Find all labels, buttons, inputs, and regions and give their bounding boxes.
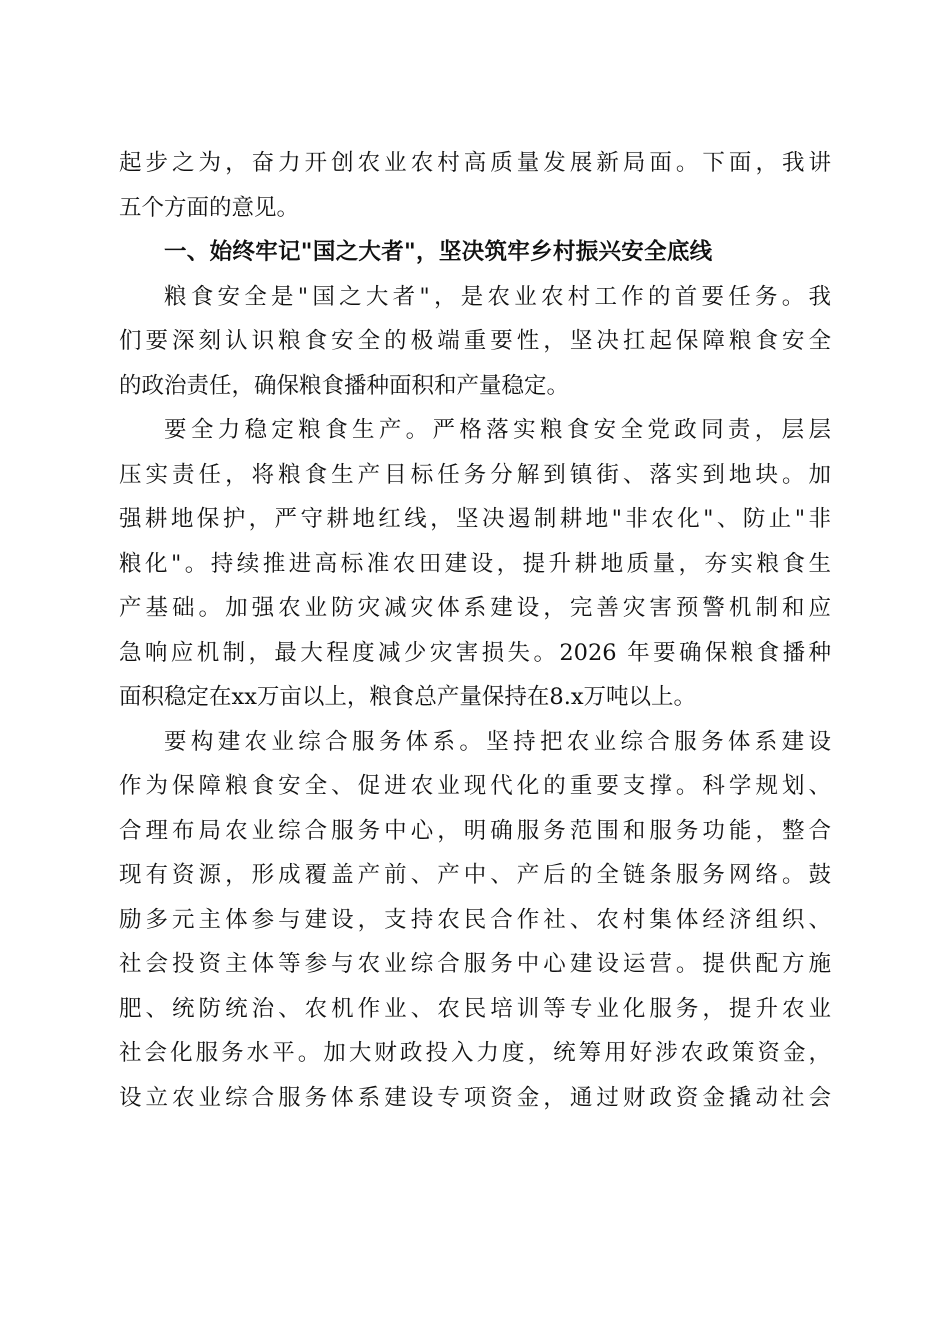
text-line: 强耕地保护，严守耕地红线，坚决遏制耕地"非农化"、防止"非 xyxy=(119,506,831,532)
paragraph-grain-production xyxy=(119,408,831,720)
text-line: 社会投资主体等参与农业综合服务中心建设运营。提供配方施 xyxy=(119,951,831,977)
paragraph-food-security xyxy=(119,275,831,409)
text-line: 社会化服务水平。加大财政投入力度，统筹用好涉农政策资金， xyxy=(119,1040,831,1066)
text-line: 合理布局农业综合服务中心，明确服务范围和服务功能，整合 xyxy=(119,817,831,844)
text-line: 急响应机制，最大程度减少灾害损失。2026 年要确保粮食播种 xyxy=(119,639,831,666)
text-line: 面积稳定在xx万亩以上，粮食总产量保持在8.x万吨以上。 xyxy=(119,684,697,710)
text-line: 起步之为，奋力开创农业农村高质量发展新局面。下面，我讲 xyxy=(119,150,831,176)
section-heading-1: 一、始终牢记"国之大者"，坚决筑牢乡村振兴安全底线 xyxy=(164,239,713,265)
text-line: 励多元主体参与建设，支持农民合作社、农村集体经济组织、 xyxy=(119,906,831,933)
text-line: 设立农业综合服务体系建设专项资金，通过财政资金撬动社会 xyxy=(119,1084,831,1111)
text-line: 要构建农业综合服务体系。坚持把农业综合服务体系建设 xyxy=(164,728,831,755)
text-line: 粮食安全是"国之大者"，是农业农村工作的首要任务。我 xyxy=(164,283,831,310)
paragraph-intro-closing xyxy=(119,141,831,230)
text-line: 肥、统防统治、农机作业、农民培训等专业化服务，提升农业 xyxy=(119,995,831,1022)
text-line: 压实责任，将粮食生产目标任务分解到镇街、落实到地块。加 xyxy=(119,461,831,488)
text-line: 作为保障粮食安全、促进农业现代化的重要支撑。科学规划、 xyxy=(119,773,831,799)
text-line: 们要深刻认识粮食安全的极端重要性，坚决扛起保障粮食安全 xyxy=(119,328,831,354)
document-body xyxy=(119,141,831,1120)
text-line: 的政治责任，确保粮食播种面积和产量稳定。 xyxy=(119,372,570,399)
text-line: 五个方面的意见。 xyxy=(119,194,300,221)
text-line: 产基础。加强农业防灾减灾体系建设，完善灾害预警机制和应 xyxy=(119,595,831,621)
text-line: 要全力稳定粮食生产。严格落实粮食安全党政同责，层层 xyxy=(164,417,831,443)
text-line: 粮化"。持续推进高标准农田建设，提升耕地质量，夯实粮食生 xyxy=(119,550,831,577)
paragraph-service-system xyxy=(119,720,831,1121)
text-line: 现有资源，形成覆盖产前、产中、产后的全链条服务网络。鼓 xyxy=(119,862,831,888)
